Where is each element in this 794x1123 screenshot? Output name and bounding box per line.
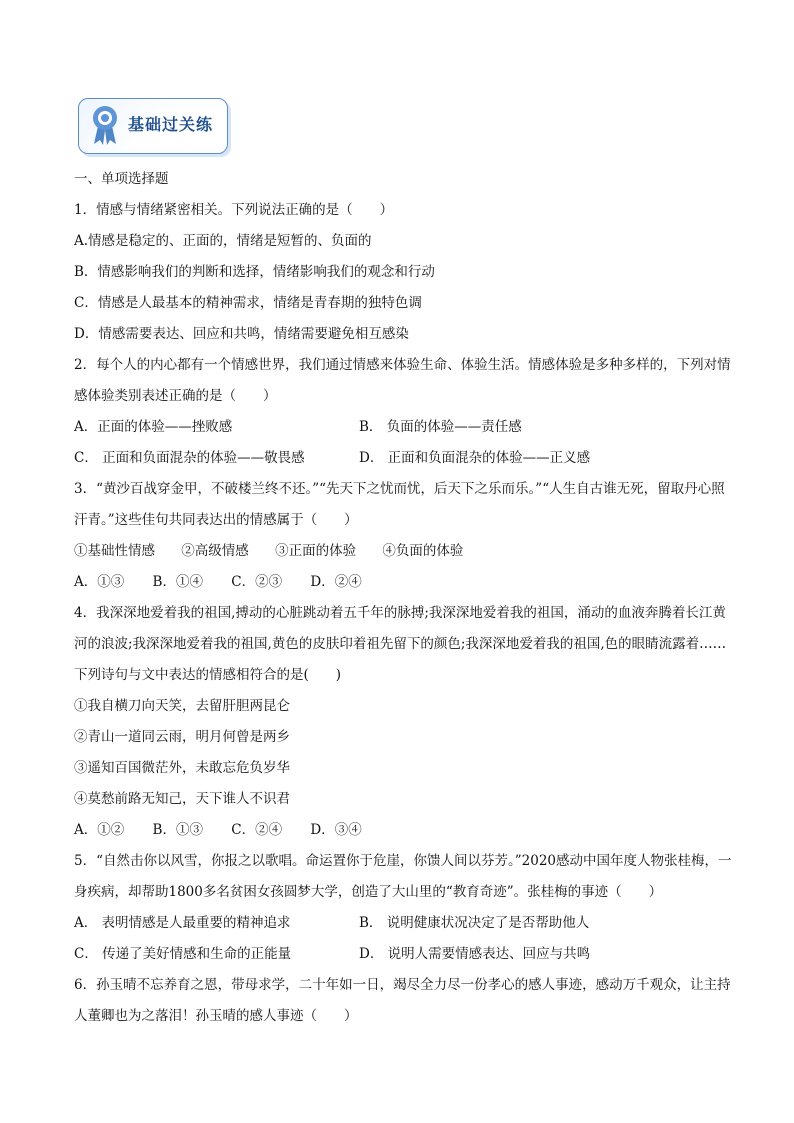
q1-option-c: C．情感是人最基本的精神需求，情绪是青春期的独特色调 <box>74 295 422 311</box>
q5-option-c: C． 传递了美好情感和生命的正能量 <box>74 946 292 962</box>
section-title: 一、单项选择题 <box>74 171 169 187</box>
q4-stem: 4．我深深地爱着我的祖国,搏动的心脏跳动着五千年的脉搏;我深深地爱着我的祖国，涌动的血液奔腾着长江黄河的浪波;我深深地爱着我的祖国,黄色的皮肤印着祖先留下的颜色;我深深地爱着我的祖国,色的眼睛流露着……下列诗句与文中表达的情感相符合的是( ) <box>74 605 727 683</box>
q4-item: ①我自横刀向天笑，去留肝胆两昆仑 <box>74 698 290 714</box>
section-badge <box>78 98 228 154</box>
q3-item: ③正面的体验 <box>275 543 357 559</box>
q4-item: ③遥知百国微茫外，未敢忘危负岁华 <box>74 760 290 776</box>
q5-options-row-1 <box>74 908 734 939</box>
q5-stem: 5．“自然击你以风雪，你报之以歌唱。命运置你于危崖，你馈人间以芬芳。”2020感动中国年度人物张桂梅，一身疾病，却帮助1800多名贫困女孩圆梦大学，创造了大山里的“教育奇迹”。张桂梅的事迹（ ） <box>74 853 732 900</box>
q4-option-a: A．①② <box>74 822 125 838</box>
q2-options-row-2 <box>74 443 734 474</box>
q2-option-d: D． 正面和负面混杂的体验——正义感 <box>359 450 591 466</box>
q4-options <box>74 815 734 846</box>
q3-options <box>74 567 734 598</box>
q2-option-b: B． 负面的体验——责任感 <box>359 419 522 435</box>
q5-option-a: A． 表明情感是人最重要的精神追求 <box>74 915 291 931</box>
q4-option-b: B．①③ <box>152 822 203 838</box>
q4-option-c: C．②④ <box>231 822 283 838</box>
q5-option-b: B． 说明健康状况决定了是否帮助他人 <box>359 915 590 931</box>
q2-option-c: C． 正面和负面混杂的体验——敬畏感 <box>74 450 305 466</box>
q1-stem: 1．情感与情绪紧密相关。下列说法正确的是（ ） <box>74 202 394 218</box>
q3-item: ①基础性情感 <box>74 543 155 559</box>
badge-title: 基础过关练 <box>128 115 214 134</box>
q1-option-d: D．情感需要表达、回应和共鸣，情绪需要避免相互感染 <box>74 326 409 342</box>
q3-option-c: C．②③ <box>231 574 283 590</box>
q3-option-d: D．②④ <box>310 574 362 590</box>
q3-option-b: B．①④ <box>152 574 203 590</box>
q5-option-d: D． 说明人需要情感表达、回应与共鸣 <box>359 946 591 962</box>
q2-option-a: A．正面的体验——挫败感 <box>74 419 233 435</box>
q3-items <box>74 536 734 567</box>
award-ribbon-icon <box>90 104 120 146</box>
q3-option-a: A．①③ <box>74 574 125 590</box>
question-content <box>74 164 734 1032</box>
q6-stem: 6．孙玉晴不忘养育之恩，带母求学，二十年如一日，竭尽全力尽一份孝心的感人事迹，感动万千观众，让主持人董卿也为之落泪！孙玉晴的感人事迹（ ） <box>74 977 731 1024</box>
q5-options-row-2 <box>74 939 734 970</box>
q4-item: ②青山一道同云雨，明月何曾是两乡 <box>74 729 290 745</box>
q3-item: ②高级情感 <box>181 543 249 559</box>
q1-option-a: A.情感是稳定的、正面的，情绪是短暂的、负面的 <box>74 233 372 249</box>
q2-stem: 2．每个人的内心都有一个情感世界，我们通过情感来体验生命、体验生活。情感体验是多种多样的，下列对情感体验类别表述正确的是（ ） <box>74 357 731 404</box>
q2-options-row-1 <box>74 412 734 443</box>
q1-option-b: B．情感影响我们的判断和选择，情绪影响我们的观念和行动 <box>74 264 435 280</box>
q3-item: ④负面的体验 <box>382 543 464 559</box>
q4-item: ④莫愁前路无知己，天下谁人不识君 <box>74 791 290 807</box>
q4-option-d: D．③④ <box>310 822 362 838</box>
q3-stem: 3．“黄沙百战穿金甲，不破楼兰终不还。”“先天下之忧而忧，后天下之乐而乐。”“人生自古谁无死，留取丹心照汗青。”这些佳句共同表达出的情感属于（ ） <box>74 481 725 528</box>
